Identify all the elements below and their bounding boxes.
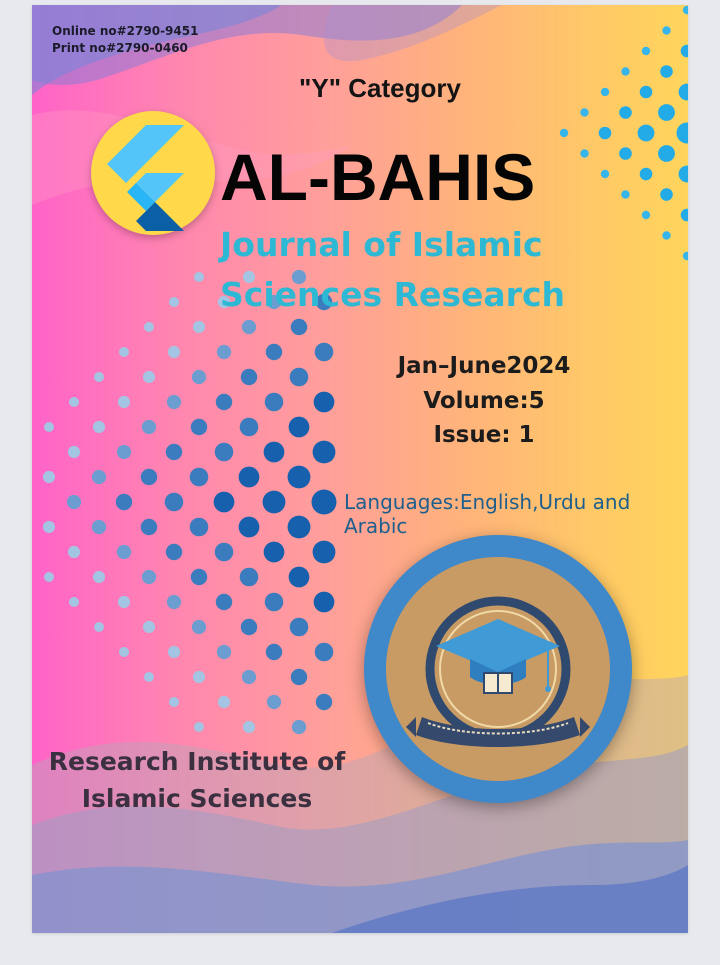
- halftone-dot: [167, 395, 181, 409]
- halftone-dot: [265, 393, 284, 412]
- halftone-dot: [116, 494, 132, 510]
- halftone-dot: [241, 619, 257, 635]
- halftone-dot: [118, 596, 130, 608]
- halftone-dot: [192, 620, 206, 634]
- halftone-dot: [166, 544, 182, 560]
- halftone-dot: [621, 190, 629, 198]
- halftone-dot: [93, 571, 105, 583]
- halftone-dot: [165, 493, 184, 512]
- halftone-dot: [141, 519, 157, 535]
- halftone-dot: [267, 695, 281, 709]
- halftone-dot: [681, 209, 688, 222]
- halftone-dot: [288, 466, 311, 489]
- halftone-dot: [640, 168, 653, 181]
- halftone-dot: [288, 516, 311, 539]
- halftone-dot: [43, 521, 55, 533]
- halftone-dot: [240, 568, 259, 587]
- halftone-dot: [194, 722, 204, 732]
- halftone-dot: [266, 644, 282, 660]
- halftone-dot: [166, 444, 182, 460]
- halftone-dot: [312, 490, 337, 515]
- halftone-dot: [94, 372, 104, 382]
- halftone-dot: [316, 694, 332, 710]
- halftone-dot: [94, 622, 104, 632]
- graduation-cap-seal-icon: [364, 535, 632, 803]
- halftone-dot: [264, 442, 285, 463]
- halftone-dot: [313, 441, 336, 464]
- halftone-dot: [241, 369, 257, 385]
- halftone-dot: [144, 672, 154, 682]
- halftone-dot: [681, 45, 688, 58]
- halftone-dot: [190, 468, 209, 487]
- publisher-line2: Islamic Sciences: [81, 784, 313, 813]
- halftone-dot: [92, 470, 106, 484]
- halftone-dot: [194, 272, 204, 282]
- halftone-dot: [68, 546, 80, 558]
- halftone-dot: [242, 670, 256, 684]
- halftone-dot: [168, 646, 180, 658]
- halftone-dot: [92, 520, 106, 534]
- issue-period: Jan–June2024: [397, 353, 571, 379]
- online-issn: Online no#2790-9451: [52, 24, 199, 38]
- halftone-dot: [290, 368, 309, 387]
- halftone-dot: [679, 166, 688, 183]
- halftone-dot: [190, 518, 209, 537]
- halftone-dot: [291, 669, 307, 685]
- print-issn: Print no#2790-0460: [52, 41, 188, 55]
- halftone-dot: [580, 149, 588, 157]
- halftone-dot: [266, 344, 282, 360]
- volume-number: Volume:5: [423, 388, 545, 414]
- halftone-dot: [119, 347, 129, 357]
- halftone-dot: [292, 720, 306, 734]
- halftone-dot: [642, 211, 650, 219]
- halftone-dot: [599, 127, 612, 140]
- halftone-dot: [660, 188, 673, 201]
- halftone-dot: [683, 252, 688, 260]
- halftone-dot: [215, 543, 234, 562]
- halftone-dot: [290, 618, 309, 637]
- halftone-dot: [638, 125, 655, 142]
- category-label: "Y" Category: [299, 73, 461, 103]
- halftone-dot: [44, 422, 54, 432]
- halftone-dot: [662, 26, 670, 34]
- halftone-dot: [168, 346, 180, 358]
- halftone-dot: [580, 108, 588, 116]
- halftone-dot: [192, 370, 206, 384]
- journal-subtitle-line1: Journal of Islamic: [220, 225, 543, 264]
- halftone-dot: [191, 419, 207, 435]
- halftone-dot: [315, 643, 334, 662]
- languages-label: Languages:English,Urdu and Arabic: [344, 490, 631, 538]
- halftone-dot: [264, 542, 285, 563]
- halftone-dot: [314, 392, 335, 413]
- halftone-dot: [239, 517, 260, 538]
- halftone-dot: [677, 123, 689, 144]
- halftone-dot: [193, 671, 205, 683]
- halftone-dot: [191, 569, 207, 585]
- halftone-dot: [142, 570, 156, 584]
- publisher-line1: Research Institute of: [48, 747, 346, 776]
- halftone-dot: [239, 467, 260, 488]
- halftone-dot: [242, 320, 256, 334]
- halftone-dot: [314, 592, 335, 613]
- halftone-dot: [240, 418, 259, 437]
- halftone-dot: [214, 492, 235, 513]
- halftone-dot: [683, 6, 688, 14]
- halftone-dot: [144, 322, 154, 332]
- halftone-dot: [169, 297, 179, 307]
- halftone-dot: [619, 106, 632, 119]
- halftone-dot: [143, 371, 155, 383]
- journal-subtitle-line2: Sciences Research: [220, 275, 566, 314]
- halftone-dot: [43, 471, 55, 483]
- halftone-dot: [215, 443, 234, 462]
- halftone-dot: [216, 594, 232, 610]
- halftone-dot: [662, 231, 670, 239]
- halftone-dot: [658, 145, 675, 162]
- journal-title: AL-BAHIS: [220, 140, 536, 214]
- halftone-dot: [315, 343, 334, 362]
- halftone-dot: [44, 572, 54, 582]
- halftone-dot: [169, 697, 179, 707]
- issue-number: Issue: 1: [433, 422, 535, 448]
- halftone-dot: [560, 129, 568, 137]
- halftone-dot: [117, 445, 131, 459]
- halftone-dot: [619, 147, 632, 160]
- dot-pattern-right: [560, 6, 688, 260]
- halftone-dot: [601, 170, 609, 178]
- halftone-dot: [263, 491, 286, 514]
- halftone-dot: [243, 721, 255, 733]
- halftone-dot: [217, 345, 231, 359]
- halftone-dot: [167, 595, 181, 609]
- halftone-dot: [119, 647, 129, 657]
- halftone-dot: [93, 421, 105, 433]
- halftone-dot: [69, 397, 79, 407]
- halftone-dot: [143, 621, 155, 633]
- dot-pattern-left: [43, 270, 337, 734]
- halftone-dot: [642, 47, 650, 55]
- halftone-dot: [265, 593, 284, 612]
- halftone-dot: [217, 645, 231, 659]
- halftone-dot: [193, 321, 205, 333]
- halftone-dot: [289, 417, 310, 438]
- halftone-dot: [68, 446, 80, 458]
- halftone-dot: [218, 696, 230, 708]
- halftone-dot: [67, 495, 81, 509]
- halftone-dot: [118, 396, 130, 408]
- halftone-dot: [289, 567, 310, 588]
- halftone-dot: [291, 319, 307, 335]
- halftone-dot: [658, 104, 675, 121]
- halftone-dot: [216, 394, 232, 410]
- halftone-dot: [141, 469, 157, 485]
- journal-cover: [32, 5, 688, 933]
- halftone-dot: [69, 597, 79, 607]
- halftone-dot: [117, 545, 131, 559]
- flutter-logo-icon: [91, 111, 215, 235]
- halftone-dot: [142, 420, 156, 434]
- halftone-dot: [313, 541, 336, 564]
